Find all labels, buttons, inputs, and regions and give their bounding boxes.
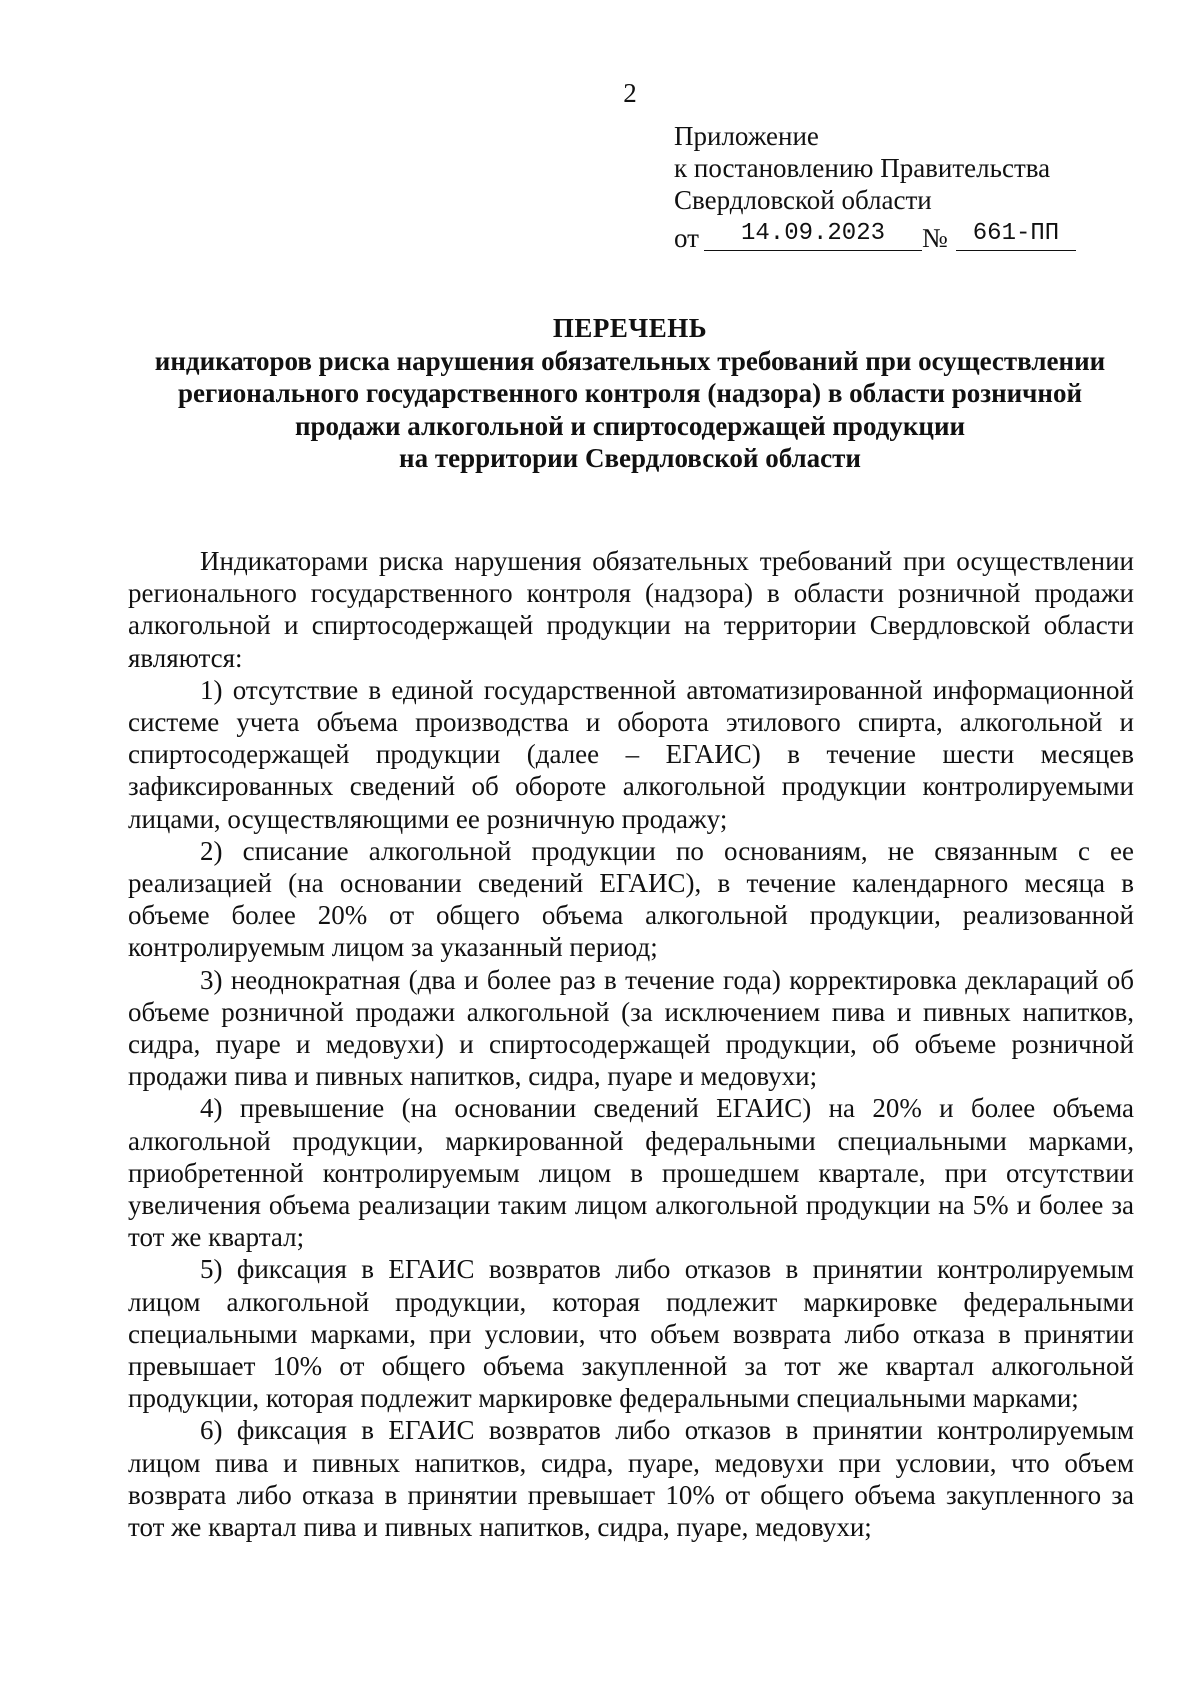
title-main: ПЕРЕЧЕНЬ xyxy=(552,313,708,343)
list-item-4: 4) превышение (на основании сведений ЕГАИС) на 20% и более объема алкогольной продукции, маркированной федеральными специальными марками, приобретенной контролируемым лицом в прошедшем квартале, при отсутствии увеличения объема реализации таким лицом алкогольной продукции на 5% и более за тот же квартал; xyxy=(128,1093,1134,1253)
document-number: 661-ПП xyxy=(956,218,1076,251)
appendix-line-2: к постановлению Правительства xyxy=(674,153,1051,183)
document-body xyxy=(128,545,1134,1543)
list-item-5: 5) фиксация в ЕГАИС возвратов либо отказов в принятии контролируемым лицом алкогольной продукции, которая подлежит маркировке федеральными специальными марками, при условии, что объем возврата либо отказа в принятии превышает 10% от общего объема закупленной за тот же квартал алкогольной продукции, которая подлежит маркировке федеральными специальными марками; xyxy=(128,1254,1134,1414)
appendix-line-3: Свердловской области xyxy=(674,185,932,215)
title-line-4: на территории Свердловской области xyxy=(399,443,861,473)
title-line-2: регионального государственного контроля (надзора) в области розничной xyxy=(177,378,1083,408)
list-item-1: 1) отсутствие в единой государственной автоматизированной информационной системе учета объема производства и оборота этилового спирта, алкогольной и спиртосодержащей продукции (далее – ЕГАИС) в течение шести месяцев зафиксированных сведений об обороте алкогольной продукции контролируемыми лицами, осуществляющими ее розничную продажу; xyxy=(128,674,1134,834)
list-item-3: 3) неоднократная (два и более раз в течение года) корректировка деклараций об объеме розничной продажи алкогольной (за исключением пива и пивных напитков, сидра, пуаре и медовухи) и спиртосодержащей продукции, об объеме розничной продажи пива и пивных напитков, сидра, пуаре и медовухи; xyxy=(128,964,1134,1092)
appendix-block xyxy=(674,120,1094,254)
list-item-6: 6) фиксация в ЕГАИС возвратов либо отказов в принятии контролируемым лицом пива и пивных напитков, сидра, пуаре, медовухи при условии, что объем возврата либо отказа в принятии превышает 10% от общего объема закупленного за тот же квартал пива и пивных напитков, сидра, пуаре, медовухи; xyxy=(128,1415,1134,1543)
list-item-2: 2) списание алкогольной продукции по основаниям, не связанным с ее реализацией (на основании сведений ЕГАИС), в течение календарного месяца в объеме более 20% от общего объема алкогольной продукции, реализованной контролируемым лицом за указанный период; xyxy=(128,835,1134,963)
document-date: 14.09.2023 xyxy=(704,218,922,251)
intro-paragraph: Индикаторами риска нарушения обязательных требований при осуществлении регионального государственного контроля (надзора) в области розничной продажи алкогольной и спиртосодержащей продукции на территории Свердловской области являются: xyxy=(128,546,1134,673)
number-label: № xyxy=(922,223,948,253)
appendix-line-1: Приложение xyxy=(674,121,819,151)
title-line-1: индикаторов риска нарушения обязательных требований при осуществлении xyxy=(154,345,1106,376)
document-title xyxy=(0,312,1200,475)
appendix-date-number xyxy=(674,218,1094,254)
title-line-3: продажи алкогольной и спиртосодержащей продукции xyxy=(294,410,966,441)
date-prefix: от xyxy=(674,223,699,253)
page-number: 2 xyxy=(623,78,637,108)
